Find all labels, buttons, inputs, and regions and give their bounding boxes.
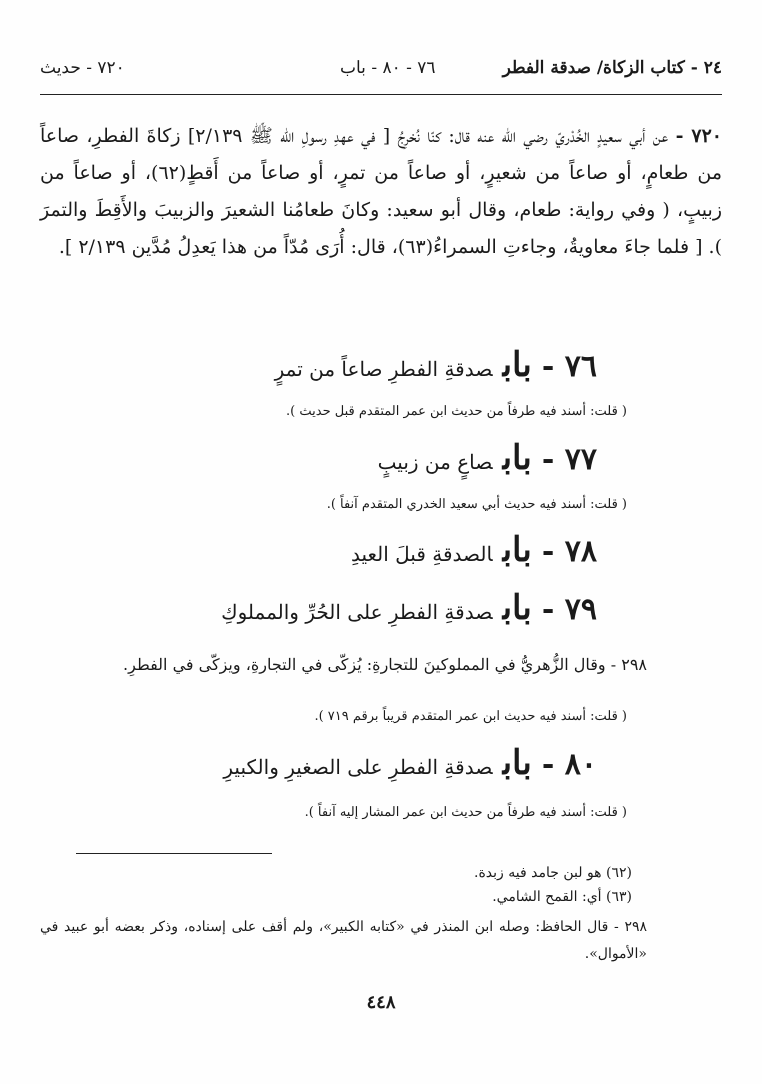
page-number: ٤٤٨ [366,992,396,1013]
chapter-word: باب [502,743,532,783]
footnote-62: (٦٢) هو لبن جامد فيه زبدة. [474,865,632,881]
chapter-number: ٧٨ - [541,534,597,569]
chapter-number: ٨٠ - [541,747,597,782]
chapter-title: صاعٍ من زبيبٍ [377,450,493,474]
chapter-number: ٧٦ - [541,349,597,384]
chapter-number: ٧٩ - [541,592,597,627]
chapter-title: صدقةِ الفطرِ صاعاً من تمرٍ [274,357,493,381]
footnote-63: (٦٣) أي: القمح الشامي. [492,889,632,905]
athar-298: ٢٩٨ - وقال الزُّهريُّ في المملوكينَ للتجارةِ: يُزكّى في التجارةِ، ويزكّى في الفطرِ. [123,655,647,674]
chapter-number: ٧٧ - [541,442,597,477]
chapter-heading-77 [40,438,597,478]
chapter-note-80: ( قلت: أسند فيه طرفاً من حديث ابن عمر المشار إليه آنفاً ). [304,805,627,820]
footnote-298: ٢٩٨ - قال الحافظ: وصله ابن المنذر في «كتابه الكبير»، ولم أقف على إسناده، وذكر بعضه أبو عبيد في «الأموال». [40,919,647,962]
chapter-heading-79 [40,588,597,628]
chapter-word: باب [502,530,532,570]
hadith-number: ٧٢٠ - [675,125,722,147]
hadith-720 [40,118,722,266]
chapter-word: باب [502,438,532,478]
header-chapter-range: ٧٦ - ٨٠ - باب [340,58,436,78]
chapter-note-77: ( قلت: أسند فيه حديث أبي سعيد الخدري المتقدم آنفاً ). [326,497,627,512]
hadith-text: عن أبي سعيدٍ الخُدْريّ رضي الله عنه قال: كنّا نُخرِجُ [ في عهدِ رسولِ الله ﷺ ٢/١٣٩] زكاةَ الفطرِ، صاعاً من طعامٍ، أو صاعاً من شعيرٍ، أو صاعاً من تمرٍ، أو صاعاً من أَقطٍ(٦٢)، أو صاعاً من زبيبٍ، ( وفي رواية: طعام، وقال أبو سعيد: وكانَ طعامُنا الشعيرَ والزبيبَ والأَقِطَ والتمرَ ). [ فلما جاءَ معاويةُ، وجاءتِ السمراءُ(٦٣)، قال: أُرَى مُدّاً من هذا يَعدِلُ مُدَّين ٢/١٣٩ ]. [40,125,722,258]
chapter-word: باب [502,345,532,385]
chapter-note-76: ( قلت: أسند فيه طرفاً من حديث ابن عمر المتقدم قبل حديث ). [286,404,627,419]
header-book-chapter: ٢٤ - كتاب الزكاة/ صدقة الفطر [502,58,722,78]
chapter-title: الصدقةِ قبلَ العيدِ [350,542,493,566]
footnote-divider [76,853,272,854]
chapter-heading-78 [40,530,597,570]
chapter-heading-80 [40,743,597,783]
chapter-word: باب [502,588,532,628]
header-hadith-number: ٧٢٠ - حديث [40,58,125,78]
athar-note: ( قلت: أسند فيه حديث ابن عمر المتقدم قريباً برقم ٧١٩ ). [314,709,627,724]
chapter-title: صدقةِ الفطرِ على الحُرِّ والمملوكِ [221,600,493,624]
running-header [40,50,722,90]
chapter-title: صدقةِ الفطرِ على الصغيرِ والكبيرِ [223,755,493,779]
chapter-heading-76 [40,345,597,385]
header-divider [40,94,722,95]
